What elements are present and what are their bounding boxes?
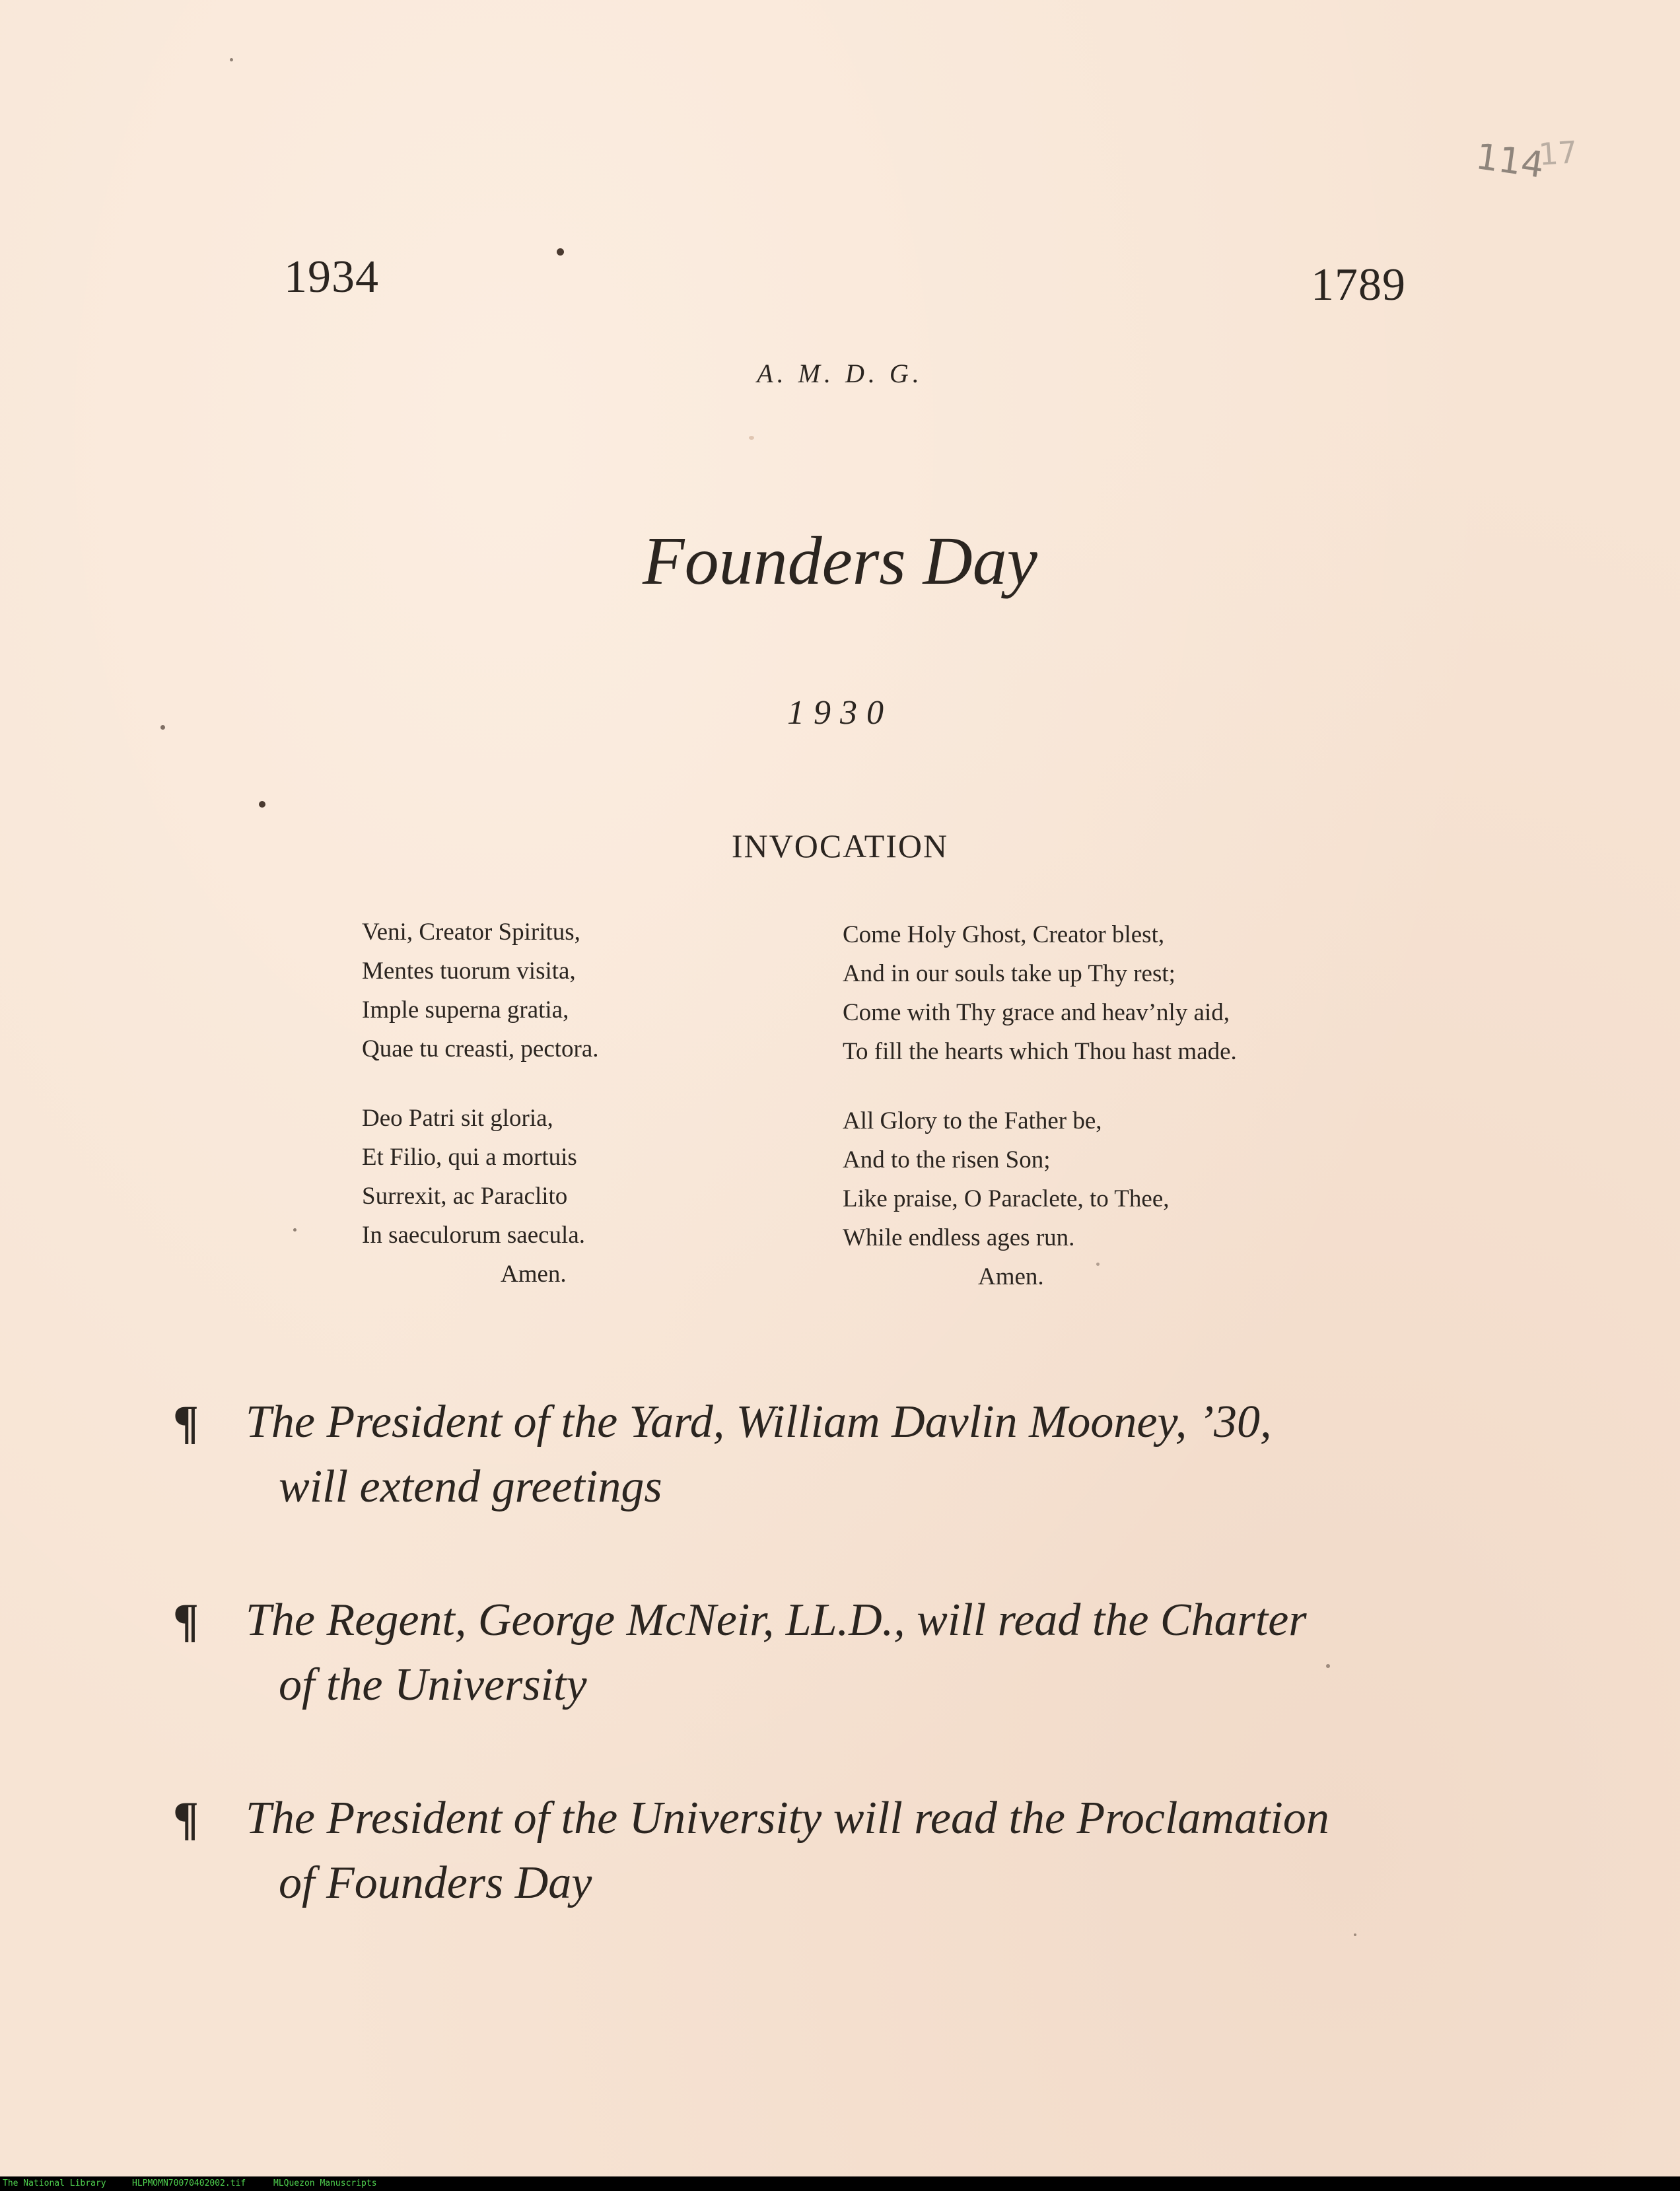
english-hymn: [843, 915, 1237, 1296]
program-item-line: The Regent, George McNeir, LL.D., will read the Charter: [246, 1595, 1307, 1646]
footer-file: HLPMOMN70070402002.tif: [132, 2178, 246, 2188]
event-year: 1930: [787, 694, 893, 732]
verse-line: Imple superna gratia,: [362, 996, 569, 1024]
verse-line: And in our souls take up Thy rest;: [843, 960, 1175, 987]
paper-speck: [557, 248, 564, 256]
verse-line: And to the risen Son;: [843, 1146, 1051, 1173]
verse-line: Quae tu creasti, pectora.: [362, 1035, 599, 1062]
pilcrow-icon: ¶: [173, 1396, 199, 1449]
verse-line: Deo Patri sit gloria,: [362, 1105, 553, 1132]
verse-line: Veni, Creator Spiritus,: [362, 919, 580, 946]
latin-stanza-1: [362, 913, 599, 1068]
verse-line: Et Filio, qui a mortuis: [362, 1144, 577, 1171]
program-item-line: of Founders Day: [279, 1858, 592, 1908]
program-item-line: will extend greetings: [279, 1461, 662, 1512]
verse-line: Like praise, O Paraclete, to Thee,: [843, 1185, 1170, 1212]
footer-library: The National Library: [3, 2178, 106, 2188]
pencil-annotation-faint: 17: [1537, 134, 1579, 172]
motto: A. M. D. G.: [757, 359, 923, 388]
paper-speck: [1096, 1263, 1100, 1266]
verse-line: All Glory to the Father be,: [843, 1107, 1102, 1134]
pilcrow-icon: ¶: [173, 1594, 199, 1647]
latin-amen: Amen.: [501, 1261, 567, 1288]
program-item-line: The President of the University will read the Proclamation: [246, 1793, 1329, 1844]
paper-speck: [1354, 1933, 1356, 1936]
english-stanza-2: [843, 1101, 1237, 1296]
verse-line: Mentes tuorum visita,: [362, 957, 576, 985]
paper-speck: [293, 1228, 297, 1232]
program-item-greetings: [173, 1390, 1507, 1519]
year-left: 1934: [284, 252, 379, 302]
latin-stanza-2: [362, 1099, 599, 1294]
paper-speck: [749, 436, 754, 440]
program-item-line: of the University: [279, 1659, 587, 1710]
english-amen: Amen.: [978, 1263, 1044, 1290]
paper-speck: [230, 58, 233, 61]
verse-line: Come with Thy grace and heav’nly aid,: [843, 999, 1230, 1026]
pencil-annotation: 114: [1473, 135, 1547, 186]
archive-footer: [0, 2176, 1680, 2191]
verse-line: Surrexit, ac Paraclito: [362, 1183, 568, 1210]
paper-speck: [160, 725, 165, 730]
program-item-line: The President of the Yard, William Davlin Mooney, ’30,: [246, 1397, 1272, 1447]
latin-hymn: [362, 913, 599, 1294]
pilcrow-icon: ¶: [173, 1792, 199, 1845]
verse-line: To fill the hearts which Thou hast made.: [843, 1038, 1237, 1065]
program-item-charter: [173, 1588, 1507, 1718]
program-item-proclamation: [173, 1786, 1507, 1916]
year-right: 1789: [1311, 260, 1406, 310]
document-title: Founders Day: [643, 523, 1037, 599]
verse-line: In saeculorum saecula.: [362, 1222, 585, 1249]
verse-line: While endless ages run.: [843, 1224, 1075, 1251]
footer-collection: MLQuezon Manuscripts: [273, 2178, 377, 2188]
invocation-heading: INVOCATION: [731, 827, 949, 864]
english-stanza-1: [843, 915, 1237, 1071]
paper-speck: [259, 801, 265, 808]
paper-speck: [1326, 1664, 1330, 1668]
verse-line: Come Holy Ghost, Creator blest,: [843, 921, 1165, 948]
